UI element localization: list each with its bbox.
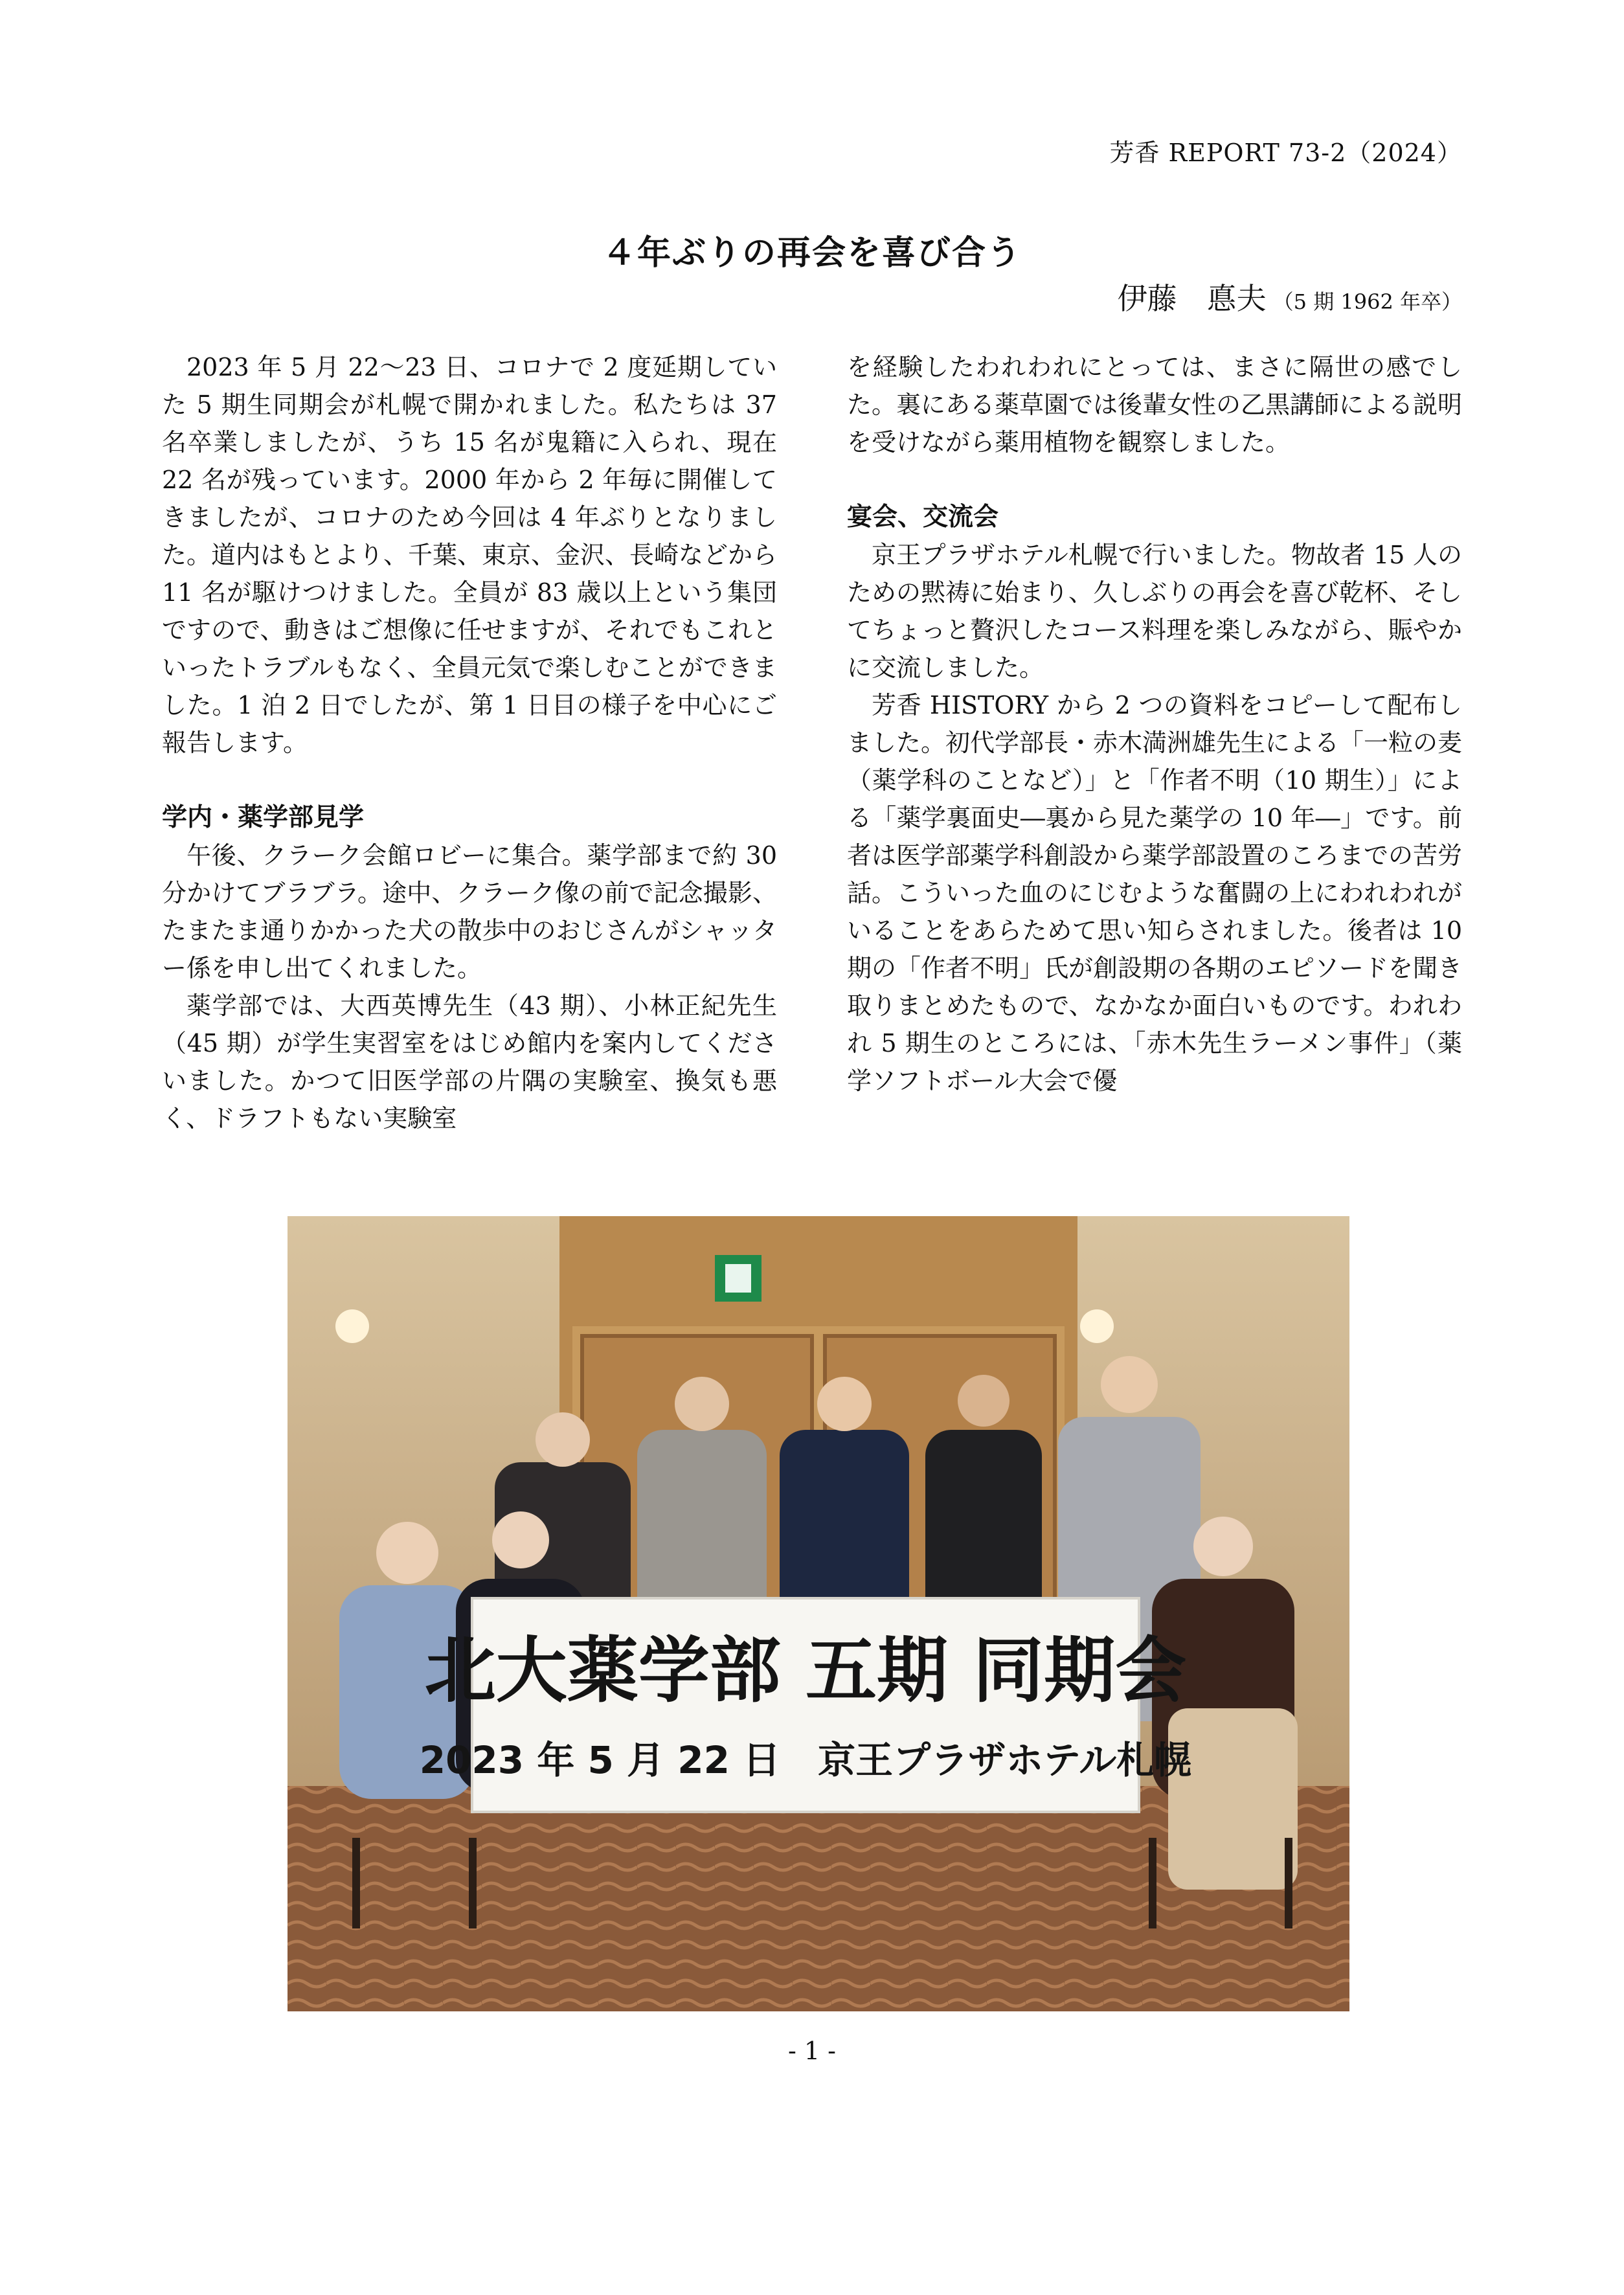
section-heading-campus-tour: 学内・薬学部見学 [162,803,365,832]
author-affiliation: （5 期 1962 年卒） [1272,289,1462,314]
banquet-paragraph-2: 芳香 HISTORY から 2 つの資料をコピーして配布しました。初代学部長・赤木満洲雄先生による「一粒の麦（薬学科のことなど）」と「作者不明（10 期生）」による「薬学裏面史―裏から見た薬学の 10 年―」です。前者は医学部薬学科創設から薬学部設置のころまでの苦労話。こういった血のにじむような奮闘の上にわれわれがいることをあらためて思い知らされました。後者は 10 期の「作者不明」氏が創設期の各期のエピソードを聞き取りまとめたもので、なかなか面白いものです。われわれ 5 期生のところには、「赤木先生ラーメン事件」（薬学ソフトボール大会で優 [847,691,1463,1095]
left-column [162,348,777,1137]
banner-line1: 北大薬学部 五期 同期会 [424,1629,1187,1712]
continued-paragraph: を経験したわれわれにとっては、まさに隔世の感でした。裏にある薬草園では後輩女性の乙黒講師による説明を受けながら薬用植物を観察しました。 [847,353,1463,457]
author-line [1118,275,1462,318]
banquet-paragraph-1: 京王プラザホテル札幌で行いました。物故者 15 人のための黙祷に始まり、久しぶりの再会を喜び乾杯、そしてちょっと贅沢したコース料理を楽しみながら、賑やかに交流しました。 [847,541,1463,682]
section-heading-banquet: 宴会、交流会 [847,503,999,532]
article-title: ４年ぶりの再会を喜び合う [602,234,1022,273]
report-reference: 芳香 REPORT 73-2（2024） [1109,139,1462,167]
right-column [847,348,1462,1100]
intro-paragraph: 2023 年 5 月 22～23 日、コロナで 2 度延期していた 5 期生同期会が札幌で開かれました。私たちは 37 名卒業しましたが、うち 15 名が鬼籍に入られ、現在 22 名が残っています。2000 年から 2 年毎に開催してきましたが、コロナのため今回は 4 年ぶりとなりました。道内はもとより、千葉、東京、金沢、長崎などから 11 名が駆けつけました。全員が 83 歳以上という集団ですので、動きはご想像に任せますが、それでもこれといったトラブルもなく、全員元気で楽しむことができました。1 泊 2 日でしたが、第 1 日目の様子を中心にご報告します。 [162,353,778,757]
group-photo [288,1216,1349,2011]
author-name: 伊藤 悳夫 [1117,281,1267,316]
banner [420,1598,1192,1812]
page-number: - 1 - [787,2037,836,2065]
banner-line2: 2023 年 5 月 22 日 京王プラザホテル札幌 [419,1738,1192,1782]
campus-tour-paragraph-2: 薬学部では、大西英博先生（43 期）、小林正紀先生（45 期）が学生実習室をはじめ館内を案内してくださいました。かつて旧医学部の片隅の実験室、換気も悪く、ドラフトもない実験室 [162,991,777,1133]
campus-tour-paragraph-1: 午後、クラーク会館ロビーに集合。薬学部まで約 30 分かけてブラブラ。途中、クラーク像の前で記念撮影、たまたま通りかかった犬の散歩中のおじさんがシャッター係を申し出てくれました。 [162,841,777,982]
wall-lamp-right [1080,1309,1114,1343]
wall-lamp-left [335,1309,369,1343]
